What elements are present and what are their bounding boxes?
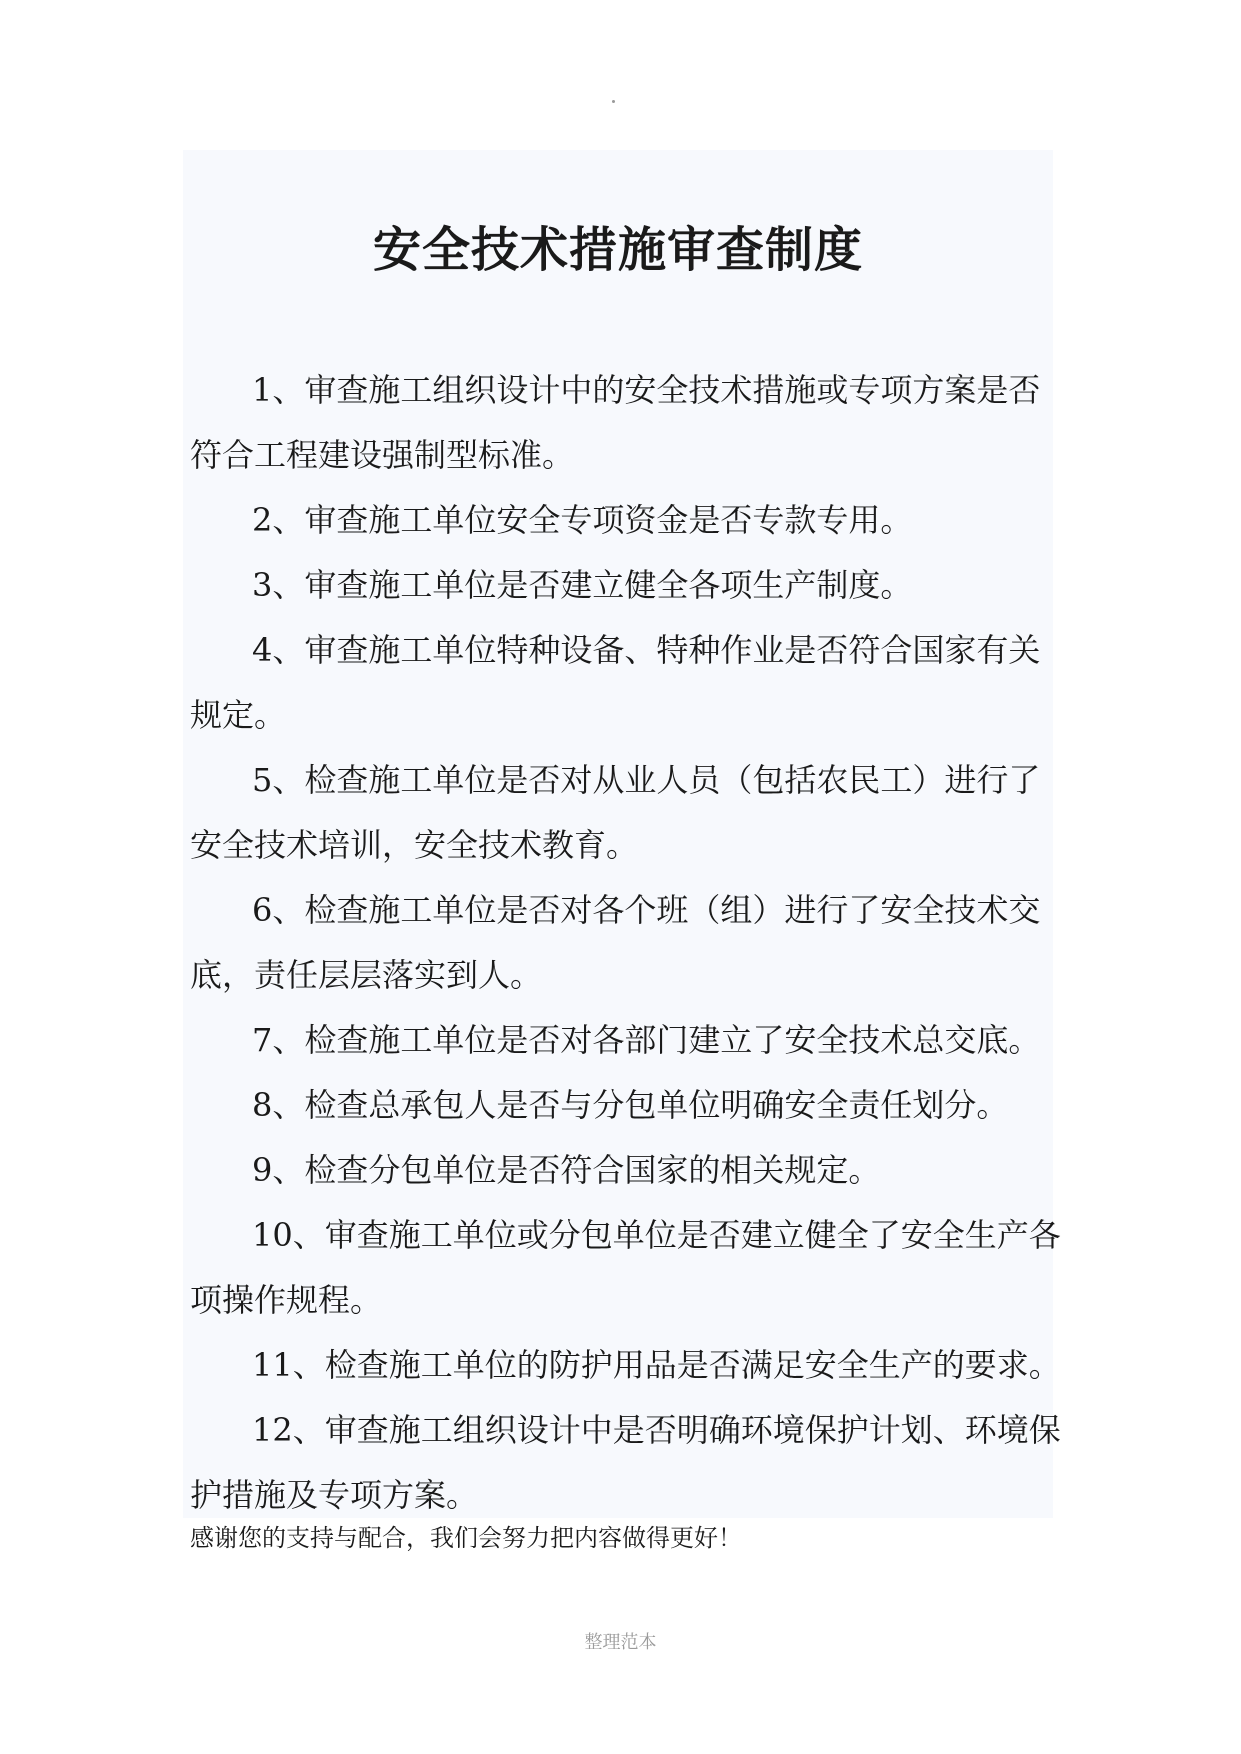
clause-item-6: 6、检查施工单位是否对各个班（组）进行了安全技术交底，责任层层落实到人。: [190, 891, 1041, 994]
clause-item-4: 4、审查施工单位特种设备、特种作业是否符合国家有关规定。: [190, 631, 1041, 734]
clause-item-2: 2、审查施工单位安全专项资金是否专款专用。: [252, 501, 913, 539]
footer-label: 整理范本: [584, 1632, 657, 1653]
clause-item-12: 12、审查施工组织设计中是否明确环境保护计划、环境保护措施及专项方案。: [190, 1411, 1061, 1514]
clause-item-3: 3、审查施工单位是否建立健全各项生产制度。: [252, 566, 913, 604]
clause-item-11: 11、检查施工单位的防护用品是否满足安全生产的要求。: [252, 1346, 1061, 1384]
clause-item-10: 10、审查施工单位或分包单位是否建立健全了安全生产各项操作规程。: [190, 1216, 1061, 1319]
clause-item-5: 5、检查施工单位是否对从业人员（包括农民工）进行了安全技术培训，安全技术教育。: [190, 761, 1041, 864]
clause-item-1: 1、审查施工组织设计中的安全技术措施或专项方案是否符合工程建设强制型标准。: [190, 371, 1041, 474]
document-title: 安全技术措施审查制度: [372, 222, 863, 278]
clause-list: [190, 358, 1070, 1528]
thanks-note: 感谢您的支持与配合，我们会努力把内容做得更好！: [190, 1524, 742, 1552]
clause-item-7: 7、检查施工单位是否对各部门建立了安全技术总交底。: [252, 1021, 1041, 1059]
clause-item-9: 9、检查分包单位是否符合国家的相关规定。: [252, 1151, 881, 1189]
header-dot: [612, 100, 615, 103]
clause-item-8: 8、检查总承包人是否与分包单位明确安全责任划分。: [252, 1086, 1009, 1124]
